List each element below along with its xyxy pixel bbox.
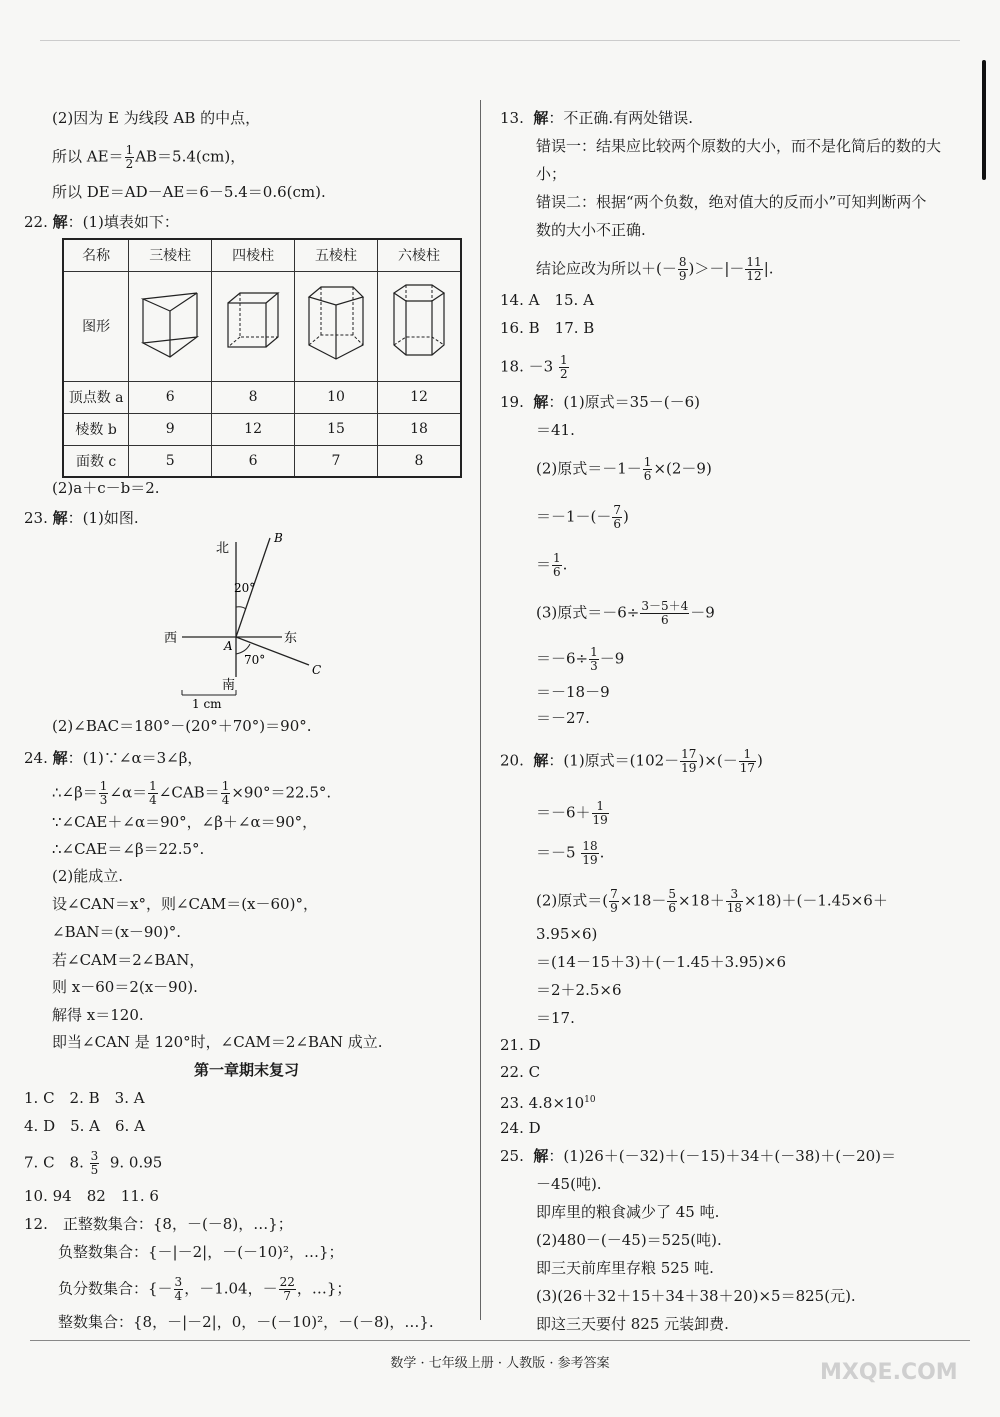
q20-heading: 20. 解：(1)原式＝(102－ $\frac{17}{19}$ )×(－ $\frac{1}{17}$ ): [500, 747, 763, 775]
q20-line-8: ＝17.: [536, 1009, 575, 1027]
q13-line-4: 错误二：根据“两个负数，绝对值大的反而小”可知判断两个: [536, 193, 927, 211]
q21-line-2: 所以 AE＝ $\frac{1}{2}$ AB＝5.4(cm)，: [52, 143, 246, 171]
q25-line-5: 即三天前库里存粮 525 吨.: [536, 1259, 714, 1277]
q24-line-9: 则 x－60＝2(x－90).: [52, 978, 198, 996]
prism-table: [62, 238, 462, 478]
answers-14-15: 14. A 15. A: [500, 291, 594, 309]
q21-line-1: (2)因为 E 为线段 AB 的中点，: [52, 109, 261, 127]
point-a-label: A: [224, 639, 233, 653]
row-label: 棱数 b: [63, 413, 129, 445]
east-label: 东: [284, 631, 298, 646]
table-cell: 6: [212, 445, 295, 477]
column-divider: [480, 100, 481, 1320]
angle-20-label: 20°: [234, 581, 256, 595]
q19-line-9: ＝－27.: [536, 709, 590, 727]
q13-line-3: 小；: [536, 165, 567, 183]
triangular-prism-figure: [129, 271, 212, 381]
q13-heading: 13. 解：不正确.有两处错误.: [500, 109, 693, 127]
answers-1-3: 1. C 2. B 3. A: [24, 1089, 145, 1107]
q19-line-5: ＝ $\frac{1}{6}$ .: [536, 551, 568, 579]
binding-mark: [982, 60, 986, 180]
table-cell: 7: [295, 445, 378, 477]
q12-line-2: 负整数集合：{－|－2|，－(－10)²，…}；: [58, 1243, 344, 1261]
pentagonal-prism-figure: [295, 271, 378, 381]
q12-line-4: 整数集合：{8，－|－2|，0，－(－10)²，－(－8)，…}.: [58, 1313, 434, 1331]
table-figure-row: [63, 271, 461, 381]
row-label: 面数 c: [63, 445, 129, 477]
q20-line-3: ＝－5 $\frac{18}{19}$ .: [536, 839, 605, 867]
compass-diagram: [164, 532, 354, 712]
q25-heading: 25. 解：(1)26＋(－32)＋(－15)＋34＋(－38)＋(－20)＝: [500, 1147, 897, 1165]
table-cell: 8: [212, 381, 295, 413]
q21-line-3: 所以 DE＝AD－AE＝6－5.4＝0.6(cm).: [52, 183, 326, 201]
q19-heading: 19. 解：(1)原式＝35－(－6): [500, 393, 701, 411]
table-row: [63, 413, 461, 445]
q20-line-6: ＝(14－15＋3)＋(－1.45＋3.95)×6: [536, 953, 787, 971]
table-header-row: [63, 239, 461, 271]
table-cell: 8: [377, 445, 461, 477]
answer-22: 22. C: [500, 1063, 541, 1081]
table-cell: 12: [212, 413, 295, 445]
q25-line-7: 即这三天要付 825 元装卸费.: [536, 1315, 729, 1333]
table-header: 名称: [63, 239, 129, 271]
answer-21: 21. D: [500, 1036, 541, 1054]
q20-line-5: 3.95×6): [536, 925, 598, 943]
answer-23: 23. $4.8\times 10^{10}$: [500, 1094, 596, 1112]
q25-line-2: －45(吨).: [536, 1175, 602, 1193]
q19-line-3: (2)原式＝－1－ $\frac{1}{6}$ ×(2－9): [536, 455, 712, 483]
q24-line-5: (2)能成立.: [52, 867, 124, 885]
q22-part2: (2)a＋c－b＝2.: [52, 479, 160, 497]
answers-4-6: 4. D 5. A 6. A: [24, 1117, 145, 1135]
q19-line-8: ＝－18－9: [536, 683, 610, 701]
q24-line-2: ∴∠β＝ $\frac{1}{3}$ ∠α＝ $\frac{1}{4}$ ∠CAB＝ $\frac{1}{4}$ ×90°＝22.5°.: [52, 779, 332, 807]
figure-label: 图形: [63, 271, 129, 381]
point-b-label: B: [274, 532, 283, 545]
q13-line-2: 错误一：结果应比较两个原数的大小，而不是化简后的数的大: [536, 137, 942, 155]
table-cell: 6: [129, 381, 212, 413]
answer-24: 24. D: [500, 1119, 541, 1137]
q24-line-10: 解得 x＝120.: [52, 1006, 144, 1024]
page-footer: 数学 · 七年级上册 · 人教版 · 参考答案: [390, 1356, 610, 1371]
q25-line-4: (2)480－(－45)＝525(吨).: [536, 1231, 722, 1249]
q22-heading: 22. 解：(1)填表如下：: [24, 213, 179, 231]
q24-line-8: 若∠CAM＝2∠BAN，: [52, 951, 205, 969]
answer-18: 18. －3 $\frac{1}{2}$: [500, 353, 568, 381]
scale-label: 1 cm: [192, 697, 222, 711]
q13-line-6: 结论应改为所以＋(－ $\frac{8}{9}$ )＞－|－ $\frac{11}{12}$ |.: [536, 255, 774, 283]
point-c-label: C: [312, 663, 322, 677]
q12-line-1: 12. 正整数集合：{8，－(－8)，…}；: [24, 1215, 293, 1233]
q24-line-11: 即当∠CAN 是 120°时，∠CAM＝2∠BAN 成立.: [52, 1033, 383, 1051]
table-cell: 9: [129, 413, 212, 445]
table-cell: 12: [377, 381, 461, 413]
table-header: 四棱柱: [212, 239, 295, 271]
table-header: 三棱柱: [129, 239, 212, 271]
table-cell: 10: [295, 381, 378, 413]
south-label: 南: [222, 678, 236, 693]
q25-line-3: 即库里的粮食减少了 45 吨.: [536, 1203, 720, 1221]
west-label: 西: [164, 631, 178, 646]
section-title: 第一章期末复习: [194, 1061, 300, 1079]
q25-line-6: (3)(26＋32＋15＋34＋38＋20)×5＝825(元).: [536, 1287, 856, 1305]
q24-line-3: ∵∠CAE＋∠α＝90°，∠β＋∠α＝90°，: [52, 813, 318, 831]
table-header: 五棱柱: [295, 239, 378, 271]
q19-line-6: (3)原式＝－6÷ $\frac{3-5+4}{6}$ －9: [536, 599, 715, 627]
q23-part2: (2)∠BAC＝180°－(20°＋70°)＝90°.: [52, 717, 312, 735]
q24-line-4: ∴∠CAE＝∠β＝22.5°.: [52, 840, 205, 858]
angle-70-label: 70°: [244, 653, 266, 667]
top-rule: [40, 40, 960, 41]
q20-line-2: ＝－6＋ $\frac{1}{19}$: [536, 799, 608, 827]
hexagonal-prism-figure: [377, 271, 461, 381]
north-label: 北: [216, 541, 230, 556]
q23-heading: 23. 解：(1)如图.: [24, 509, 139, 527]
square-prism-figure: [212, 271, 295, 381]
row-label: 顶点数 a: [63, 381, 129, 413]
table-cell: 5: [129, 445, 212, 477]
q20-line-4: (2)原式＝( $\frac{7}{9}$ ×18－ $\frac{5}{6}$ ×18＋ $\frac{3}{18}$ ×18)＋(－1.45×6＋: [536, 887, 888, 915]
q13-line-5: 数的大小不正确.: [536, 221, 646, 239]
table-header: 六棱柱: [377, 239, 461, 271]
q24-line-7: ∠BAN＝(x－90)°.: [52, 923, 182, 941]
q19-line-2: ＝41.: [536, 421, 575, 439]
table-cell: 18: [377, 413, 461, 445]
q19-line-4: ＝－1－(－ $\frac{7}{6}$ ): [536, 503, 629, 531]
answers-7-9: 7. C 8. $\frac{3}{5}$ 9. 0.95: [24, 1149, 163, 1177]
q20-line-7: ＝2＋2.5×6: [536, 981, 622, 999]
watermark: MXQE.COM: [820, 1360, 958, 1385]
table-row: [63, 445, 461, 477]
table-cell: 15: [295, 413, 378, 445]
q24-heading: 24. 解：(1)∵∠α＝3∠β，: [24, 749, 203, 767]
q19-line-7: ＝－6÷ $\frac{1}{3}$ －9: [536, 645, 625, 673]
q12-line-3: 负分数集合：{－ $\frac{3}{4}$ ，－1.04，－ $\frac{22}{7}$ ，…}；: [58, 1275, 352, 1303]
q24-line-6: 设∠CAN＝x°，则∠CAM＝(x－60)°，: [52, 895, 318, 913]
answers-10-11: 10. 94 82 11. 6: [24, 1187, 159, 1205]
table-row: [63, 381, 461, 413]
bottom-rule: [30, 1340, 970, 1341]
answers-16-17: 16. B 17. B: [500, 319, 595, 337]
